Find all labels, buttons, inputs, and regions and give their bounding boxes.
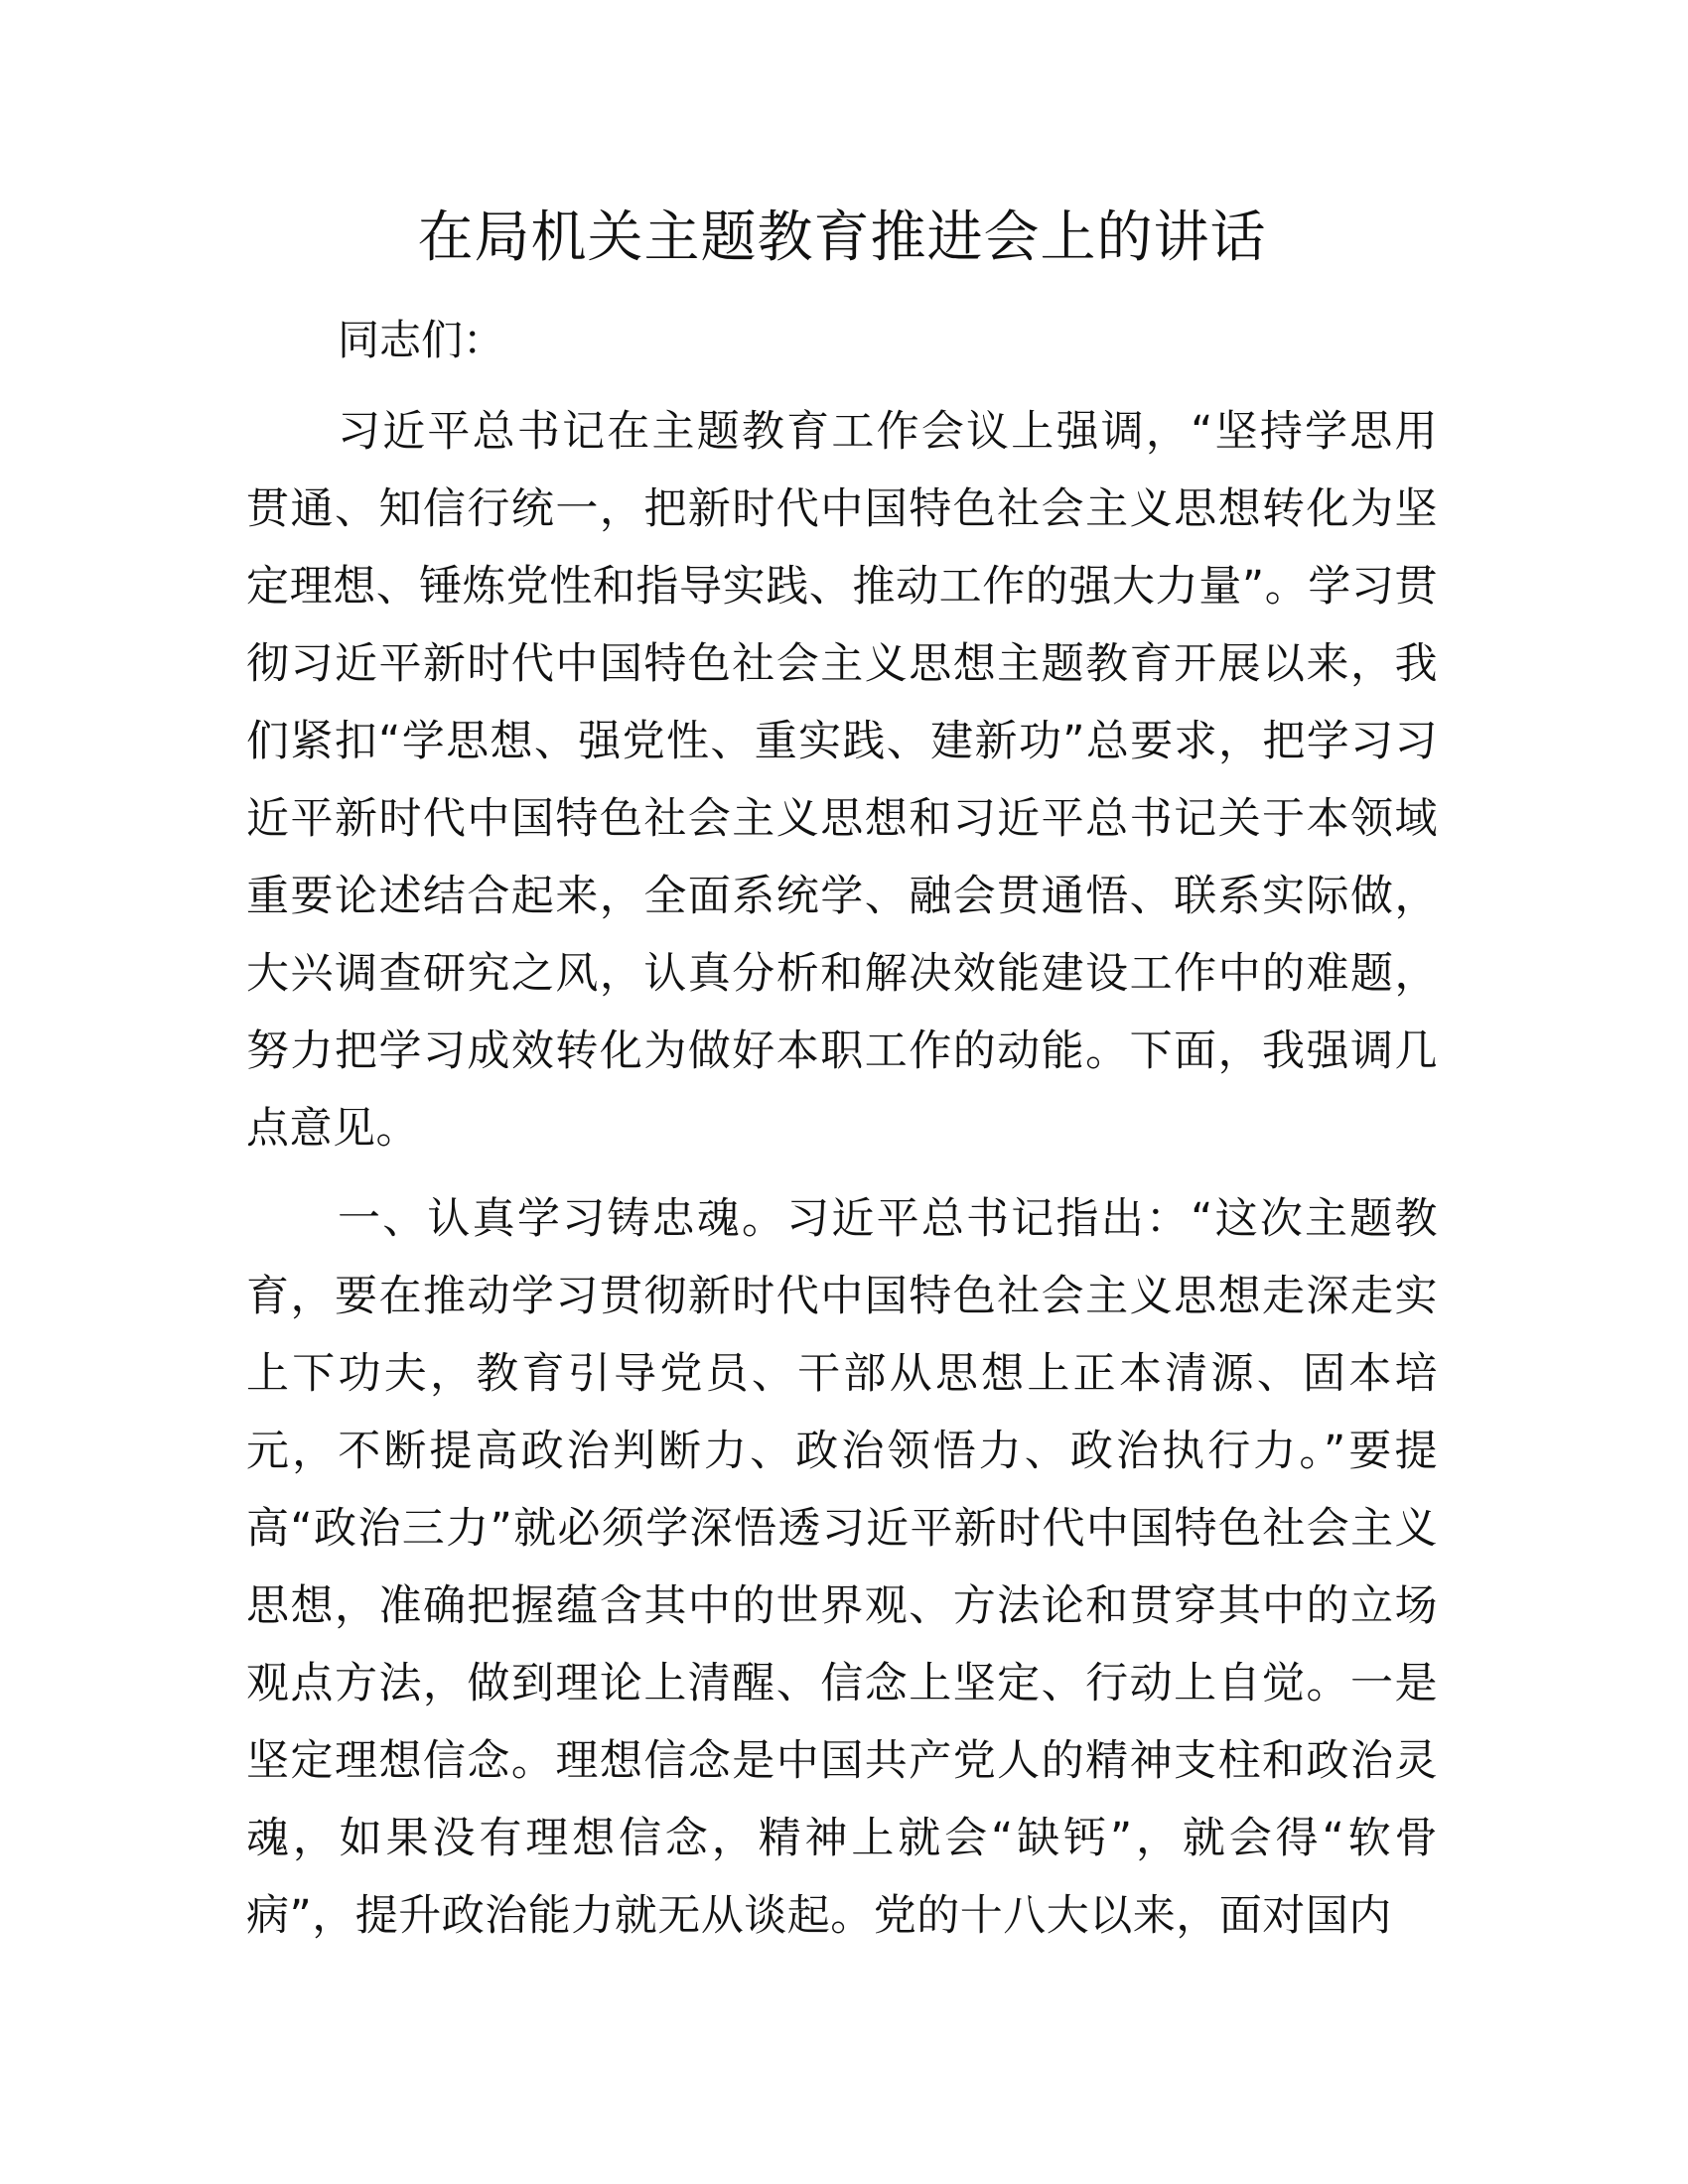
paragraph-section-one: 一、认真学习铸忠魂。习近平总书记指出：“这次主题教育，要在推动学习贯彻新时代中国特色社会主义思想走深走实上下功夫，教育引导党员、干部从思想上正本清源、固本培元，不断提高政治判断力、政治领悟力、政治执行力。”要提高“政治三力”就必须学深悟透习近平新时代中国特色社会主义思想，准确把握蕴含其中的世界观、方法论和贯穿其中的立场观点方法，做到理论上清醒、信念上坚定、行动上自觉。一是坚定理想信念。理想信念是中国共产党人的精神支柱和政治灵魂，如果没有理想信念，精神上就会“缺钙”，就会得“软骨病”，提升政治能力就无从谈起。党的十八大以来，面对国内	[246, 1194, 1438, 1941]
document-title: 在局机关主题教育推进会上的讲话	[417, 205, 1267, 270]
document-body	[246, 393, 1438, 1968]
salutation: 同志们：	[338, 316, 505, 364]
paragraph-intro: 习近平总书记在主题教育工作会议上强调，“坚持学思用贯通、知信行统一，把新时代中国特色社会主义思想转化为坚定理想、锤炼党性和指导实践、推动工作的强大力量”。学习贯彻习近平新时代中国特色社会主义思想主题教育开展以来，我们紧扣“学思想、强党性、重实践、建新功”总要求，把学习习近平新时代中国特色社会主义思想和习近平总书记关于本领域重要论述结合起来，全面系统学、融会贯通悟、联系实际做，大兴调查研究之风，认真分析和解决效能建设工作中的难题，努力把学习成效转化为做好本职工作的动能。下面，我强调几点意见。	[246, 407, 1438, 1154]
